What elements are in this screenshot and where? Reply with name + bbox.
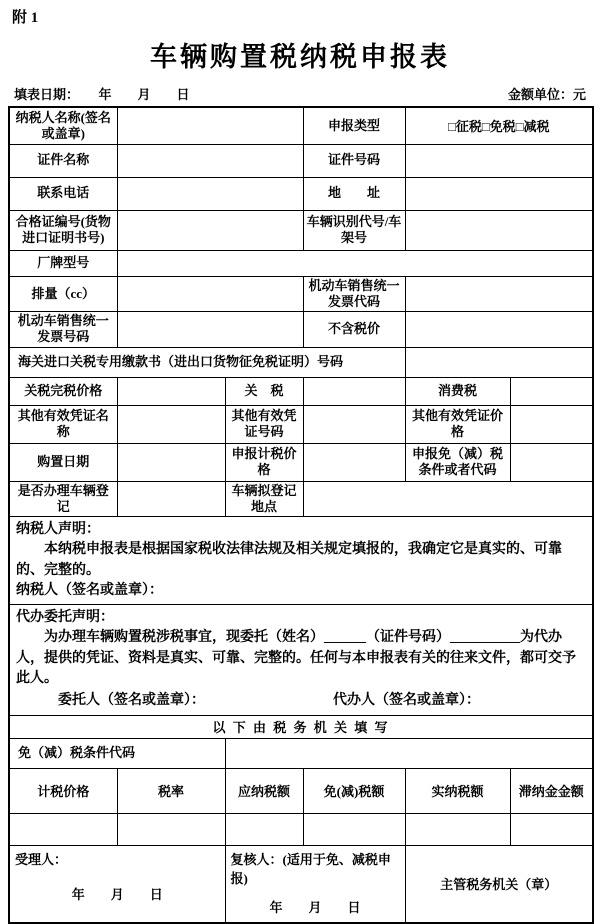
col-tax-exempted: 免(减)税额 [303, 768, 405, 813]
cert-name-field[interactable] [117, 144, 303, 177]
declare-type-label: 申报类型 [303, 107, 405, 144]
principal-signature-label: 委托人（签名或盖章）： [58, 693, 205, 709]
taxpayer-statement-body: 本纳税申报表是根据国家税收法律法规及相关规定填报的，我确定它是真实的、可靠的、完整的。 [16, 542, 562, 578]
other-cert-price-field[interactable] [510, 405, 593, 443]
table-row [9, 276, 593, 312]
table-row [9, 312, 593, 348]
cert-name-label: 证件名称 [9, 144, 117, 177]
table-row [9, 768, 593, 813]
agent-signature-label: 代办人（签名或盖章）： [333, 693, 480, 709]
declare-type-options [405, 107, 593, 144]
authority-cell [405, 845, 593, 923]
invoice-number-field[interactable] [117, 312, 303, 348]
phone-field[interactable] [117, 177, 303, 210]
brand-model-field[interactable] [117, 250, 593, 276]
taxpayer-statement-cell [9, 517, 593, 605]
customs-duty-label: 关 税 [225, 377, 303, 405]
exempt-code-label: 免（减）税条件代码 [9, 738, 225, 768]
other-cert-price-label: 其他有效凭证价格 [405, 405, 510, 443]
checkbox-levy-tax[interactable]: □征税 [447, 119, 482, 135]
col-tax-paid: 实纳税额 [405, 768, 510, 813]
table-row [9, 210, 593, 250]
col-taxable-price: 计税价格 [9, 768, 117, 813]
taxable-price-field[interactable] [9, 813, 117, 845]
table-row [9, 347, 593, 377]
agent-statement-title: 代办委托声明： [16, 610, 114, 626]
cert-number-field[interactable] [405, 144, 593, 177]
customs-value-field[interactable] [117, 377, 225, 405]
tax-office-section-title: 以 下 由 税 务 机 关 填 写 [9, 715, 593, 738]
table-row [9, 813, 593, 845]
attachment-label: 附 1 [12, 10, 39, 26]
tax-rate-field[interactable] [117, 813, 225, 845]
address-field[interactable] [405, 177, 593, 210]
taxpayer-name-label: 纳税人名称(签名或盖章) [9, 107, 117, 144]
consumption-tax-label: 消费税 [405, 377, 510, 405]
authority-label: 主管税务机关（章） [440, 877, 558, 893]
other-cert-number-label: 其他有效凭证号码 [225, 405, 303, 443]
declared-taxable-price-label: 申报计税价格 [225, 443, 303, 481]
table-row [9, 481, 593, 517]
page-title: 车辆购置税纳税申报表 [150, 42, 450, 72]
customs-value-label: 关税完税价格 [9, 377, 117, 405]
other-cert-number-field[interactable] [303, 405, 405, 443]
col-late-fee: 滞纳金金额 [510, 768, 593, 813]
registration-place-field[interactable] [303, 481, 593, 517]
table-row [9, 605, 593, 715]
table-row [9, 715, 593, 738]
brand-model-label: 厂牌型号 [9, 250, 117, 276]
col-tax-rate: 税率 [117, 768, 225, 813]
checkbox-tax-exempt[interactable]: □免税 [481, 119, 516, 135]
customs-doc-field[interactable] [405, 347, 593, 377]
displacement-field[interactable] [117, 276, 303, 312]
tax-payable-field[interactable] [225, 813, 303, 845]
meta-line [8, 84, 592, 106]
amount-unit-label: 金额单位：元 [507, 87, 586, 102]
acceptor-label: 受理人： [15, 851, 68, 867]
taxpayer-statement-title: 纳税人声明： [16, 522, 100, 537]
table-row [9, 443, 593, 481]
registration-place-label: 车辆拟登记地点 [225, 481, 303, 517]
invoice-code-field[interactable] [405, 276, 593, 312]
declaration-form-table [8, 106, 594, 924]
reviewer-cell [225, 845, 405, 923]
acceptor-date: 年 月 日 [71, 886, 163, 902]
customs-duty-field[interactable] [303, 377, 405, 405]
invoice-number-label: 机动车销售统一发票号码 [9, 312, 117, 348]
cert-number-label: 证件号码 [303, 144, 405, 177]
table-row [9, 517, 593, 605]
vin-field[interactable] [405, 210, 593, 250]
acceptor-cell [9, 845, 225, 923]
fill-date-label: 填表日期： [14, 87, 73, 102]
agent-statement-cell [9, 605, 593, 715]
table-row [9, 377, 593, 405]
address-label: 地 址 [303, 177, 405, 210]
taxpayer-signature-label: 纳税人（签名或盖章）： [16, 582, 163, 598]
exempt-code-field[interactable] [225, 738, 593, 768]
col-tax-payable: 应纳税额 [225, 768, 303, 813]
table-row [9, 250, 593, 276]
other-cert-name-label: 其他有效凭证名称 [9, 405, 117, 443]
fill-date [14, 84, 190, 103]
table-row [9, 738, 593, 768]
table-row [9, 144, 593, 177]
price-excl-tax-label: 不含税价 [303, 312, 405, 348]
late-fee-field[interactable] [510, 813, 593, 845]
table-row [9, 405, 593, 443]
invoice-code-label: 机动车销售统一发票代码 [303, 276, 405, 312]
purchase-date-field[interactable] [117, 443, 225, 481]
vehicle-registration-field[interactable] [117, 481, 225, 517]
displacement-label: 排量（cc） [9, 276, 117, 312]
fill-date-fields: 年 月 日 [98, 87, 190, 102]
agent-statement-body: 为办理车辆购置税涉税事宜，现委托（姓名）______（证件号码）__________为代办人，提供的凭证、资料是真实、可靠、完整的。任何与本申报表有关的往来文件，都可交予此人。 [16, 630, 576, 687]
tax-paid-field[interactable] [405, 813, 510, 845]
reviewer-date: 年 月 日 [269, 899, 361, 915]
coc-number-field[interactable] [117, 210, 303, 250]
vehicle-registration-label: 是否办理车辆登记 [9, 481, 117, 517]
other-cert-name-field[interactable] [117, 405, 225, 443]
exempt-condition-field[interactable] [510, 443, 593, 481]
reviewer-label: 复核人：(适用于免、减税申报) [230, 851, 391, 886]
tax-exempted-field[interactable] [303, 813, 405, 845]
vin-label: 车辆识别代号/车架号 [303, 210, 405, 250]
phone-label: 联系电话 [9, 177, 117, 210]
exempt-condition-label: 申报免（减）税条件或者代码 [405, 443, 510, 481]
taxpayer-name-field[interactable] [117, 107, 303, 144]
signature-line [16, 691, 586, 711]
table-row [9, 107, 593, 144]
price-excl-tax-field[interactable] [405, 312, 593, 348]
table-row [9, 845, 593, 923]
table-row [9, 177, 593, 210]
checkbox-tax-reduction[interactable]: □减税 [515, 119, 550, 135]
coc-number-label: 合格证编号(货物进口证明书号) [9, 210, 117, 250]
purchase-date-label: 购置日期 [9, 443, 117, 481]
declared-taxable-price-field[interactable] [303, 443, 405, 481]
consumption-tax-field[interactable] [510, 377, 593, 405]
customs-doc-label: 海关进口关税专用缴款书（进出口货物征免税证明）号码 [9, 347, 405, 377]
